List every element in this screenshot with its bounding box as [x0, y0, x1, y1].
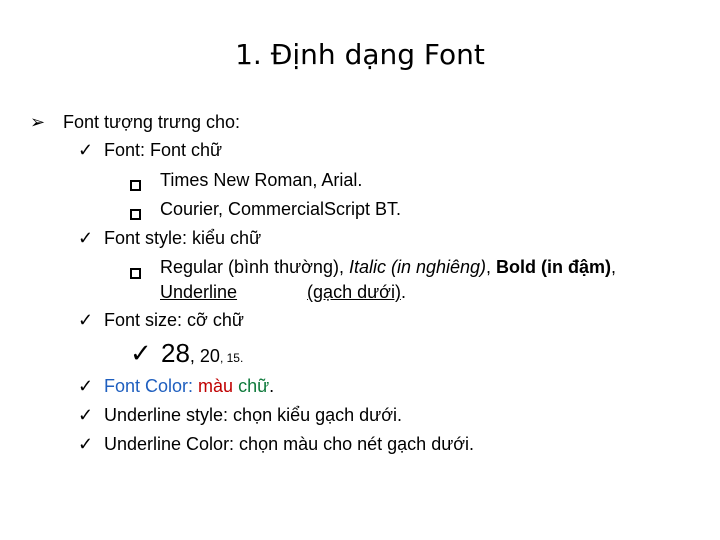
- size-item-text: Font size: cỡ chữ: [104, 310, 244, 330]
- size-28: 28: [161, 338, 190, 368]
- size-15: , 15: [219, 351, 240, 365]
- size-20: , 20: [189, 346, 220, 366]
- underline-style-item: Underline style: chọn kiểu gạch dưới.: [104, 405, 403, 425]
- bold-text: Bold (in đậm): [496, 257, 612, 277]
- period: .: [269, 376, 275, 396]
- size-examples: [161, 338, 243, 369]
- font-example-1: Times New Roman, Arial.: [160, 170, 363, 190]
- separator: ,: [486, 257, 497, 277]
- underline-example: [160, 282, 406, 303]
- font-example-2: Courier, CommercialScript BT.: [160, 199, 402, 219]
- color-item-text: [104, 376, 274, 397]
- checkmark-icon: ✓: [78, 405, 94, 425]
- color-word-mau: màu: [198, 376, 234, 396]
- separator: ,: [611, 257, 617, 277]
- intro-text: Font tượng trưng cho:: [63, 112, 240, 132]
- checkmark-icon: ✓: [78, 140, 94, 160]
- style-item-text: Font style: kiểu chữ: [104, 228, 262, 248]
- font-item-text: Font: Font chữ: [104, 140, 223, 160]
- arrow-bullet-icon: ➢: [30, 112, 46, 132]
- checkmark-icon: ✓: [130, 338, 152, 368]
- checkmark-icon: ✓: [78, 434, 94, 454]
- font-color-label: Font Color:: [104, 376, 199, 396]
- color-word-chu: chữ: [238, 376, 270, 396]
- slide-title: 1. Định dạng Font: [235, 38, 485, 71]
- underline-note: (gạch dưới): [307, 282, 401, 302]
- checkmark-icon: ✓: [78, 228, 94, 248]
- period: .: [400, 282, 406, 302]
- underline-color-item: Underline Color: chọn màu cho nét gạch dưới.: [104, 434, 475, 454]
- checkmark-icon: ✓: [78, 310, 94, 330]
- italic-text: Italic (in nghiêng): [348, 257, 487, 277]
- underline-text: Underline: [160, 282, 238, 302]
- style-examples: [160, 257, 616, 278]
- checkbox-bullet-icon: [130, 263, 141, 284]
- checkbox-bullet-icon: [130, 204, 141, 225]
- checkbox-bullet-icon: [130, 175, 141, 196]
- regular-text: Regular (bình thường),: [160, 257, 349, 277]
- period: .: [239, 351, 244, 365]
- checkmark-icon: ✓: [78, 376, 94, 396]
